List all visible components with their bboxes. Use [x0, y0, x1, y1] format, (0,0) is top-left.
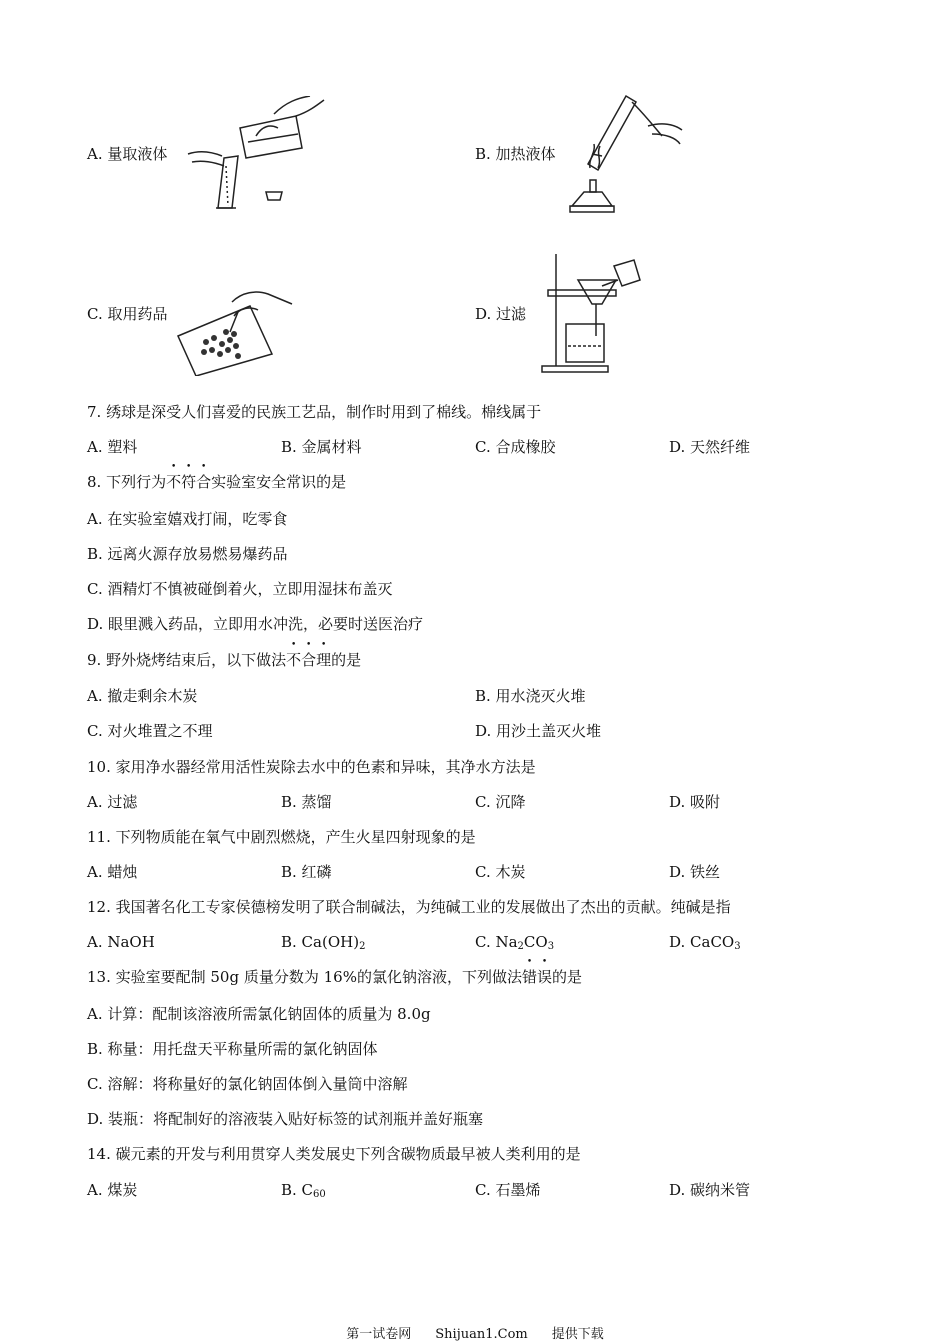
q14-option-b: B. $C_{60}$ — [281, 1181, 326, 1200]
q8-stem: 8. 下列行为不符合实验室安全常识的是 — [87, 473, 347, 491]
q10-option-c: C. 沉降 — [475, 793, 526, 811]
q11-option-a: A. 蜡烛 — [87, 863, 138, 881]
footer-download: 提供下载 — [551, 1327, 604, 1342]
q14-stem: 14. 碳元素的开发与利用贯穿人类发展史下列含碳物质最早被人类利用的是 — [87, 1145, 581, 1163]
q11-option-b: B. 红磷 — [281, 863, 332, 881]
q9-option-a: A. 撤走剩余木炭 — [87, 687, 198, 705]
page-footer — [0, 1326, 950, 1344]
q12-option-b: B. $Ca(OH)_2$ — [281, 933, 366, 952]
q12-option-a: A. NaOH — [87, 933, 155, 951]
q11-stem: 11. 下列物质能在氧气中剧烈燃烧，产生火星四射现象的是 — [87, 828, 476, 846]
taking-reagent-figure — [176, 284, 296, 376]
q6-option-d: D. 过滤 — [475, 305, 527, 323]
q6-option-a: A. 量取液体 — [87, 145, 168, 163]
q11-option-c: C. 木炭 — [475, 863, 526, 881]
q14-option-d: D. 碳纳米管 — [669, 1181, 751, 1199]
q10-stem: 10. 家用净水器经常用活性炭除去水中的色素和异味，其净水方法是 — [87, 758, 536, 776]
q11-option-d: D. 铁丝 — [669, 863, 721, 881]
q12-option-d: D. CaCO$_3$ — [669, 933, 741, 952]
q7-option-c: C. 合成橡胶 — [475, 438, 556, 456]
q9-stem: 9. 野外烧烤结束后，以下做法不合理的是 — [87, 651, 362, 669]
q6-option-b: B. 加热液体 — [475, 145, 556, 163]
heating-liquid-figure — [562, 94, 692, 219]
q8-option-c: C. 酒精灯不慎被碰倒着火，立即用湿抹布盖灭 — [87, 580, 393, 598]
q12-option-c: C. $Na_2CO_3$ — [475, 933, 555, 952]
q8-option-b: B. 远离火源存放易燃易爆药品 — [87, 545, 288, 563]
q7-option-a: A. 塑料 — [87, 438, 138, 456]
footer-site-name: 第一试卷网 — [346, 1327, 412, 1342]
q6-option-c: C. 取用药品 — [87, 305, 168, 323]
filtration-figure — [538, 250, 648, 375]
q8-option-d: D. 眼里溅入药品，立即用水冲洗，必要时送医治疗 — [87, 615, 424, 633]
q13-option-b: B. 称量：用托盘天平称量所需的氯化钠固体 — [87, 1040, 378, 1058]
q14-option-a: A. 煤炭 — [87, 1181, 138, 1199]
q8-option-a: A. 在实验室嬉戏打闹，吃零食 — [87, 510, 288, 528]
q10-option-d: D. 吸附 — [669, 793, 721, 811]
q9-option-b: B. 用水浇灭火堆 — [475, 687, 586, 705]
q9-option-c: C. 对火堆置之不理 — [87, 722, 213, 740]
q7-option-b: B. 金属材料 — [281, 438, 362, 456]
q9-option-d: D. 用沙土盖灭火堆 — [475, 722, 602, 740]
q7-stem: 7. 绣球是深受人们喜爱的民族工艺品，制作时用到了棉线。棉线属于 — [87, 403, 542, 421]
q7-option-d: D. 天然纤维 — [669, 438, 751, 456]
footer-domain-link[interactable]: Shijuan1.Com — [435, 1327, 528, 1342]
measuring-liquid-figure — [178, 96, 328, 216]
q10-option-b: B. 蒸馏 — [281, 793, 332, 811]
q13-option-c: C. 溶解：将称量好的氯化钠固体倒入量筒中溶解 — [87, 1075, 408, 1093]
q14-option-c: C. 石墨烯 — [475, 1181, 541, 1199]
q10-option-a: A. 过滤 — [87, 793, 138, 811]
q12-stem: 12. 我国著名化工专家侯德榜发明了联合制碱法，为纯碱工业的发展做出了杰出的贡献。纯碱是指 — [87, 898, 731, 916]
q13-stem: 13. 实验室要配制 50g 质量分数为 16%的氯化钠溶液，下列做法错误的是 — [87, 968, 583, 986]
q13-option-d: D. 装瓶：将配制好的溶液装入贴好标签的试剂瓶并盖好瓶塞 — [87, 1110, 484, 1128]
q13-option-a: A. 计算：配制该溶液所需氯化钠固体的质量为 8.0g — [87, 1005, 431, 1023]
